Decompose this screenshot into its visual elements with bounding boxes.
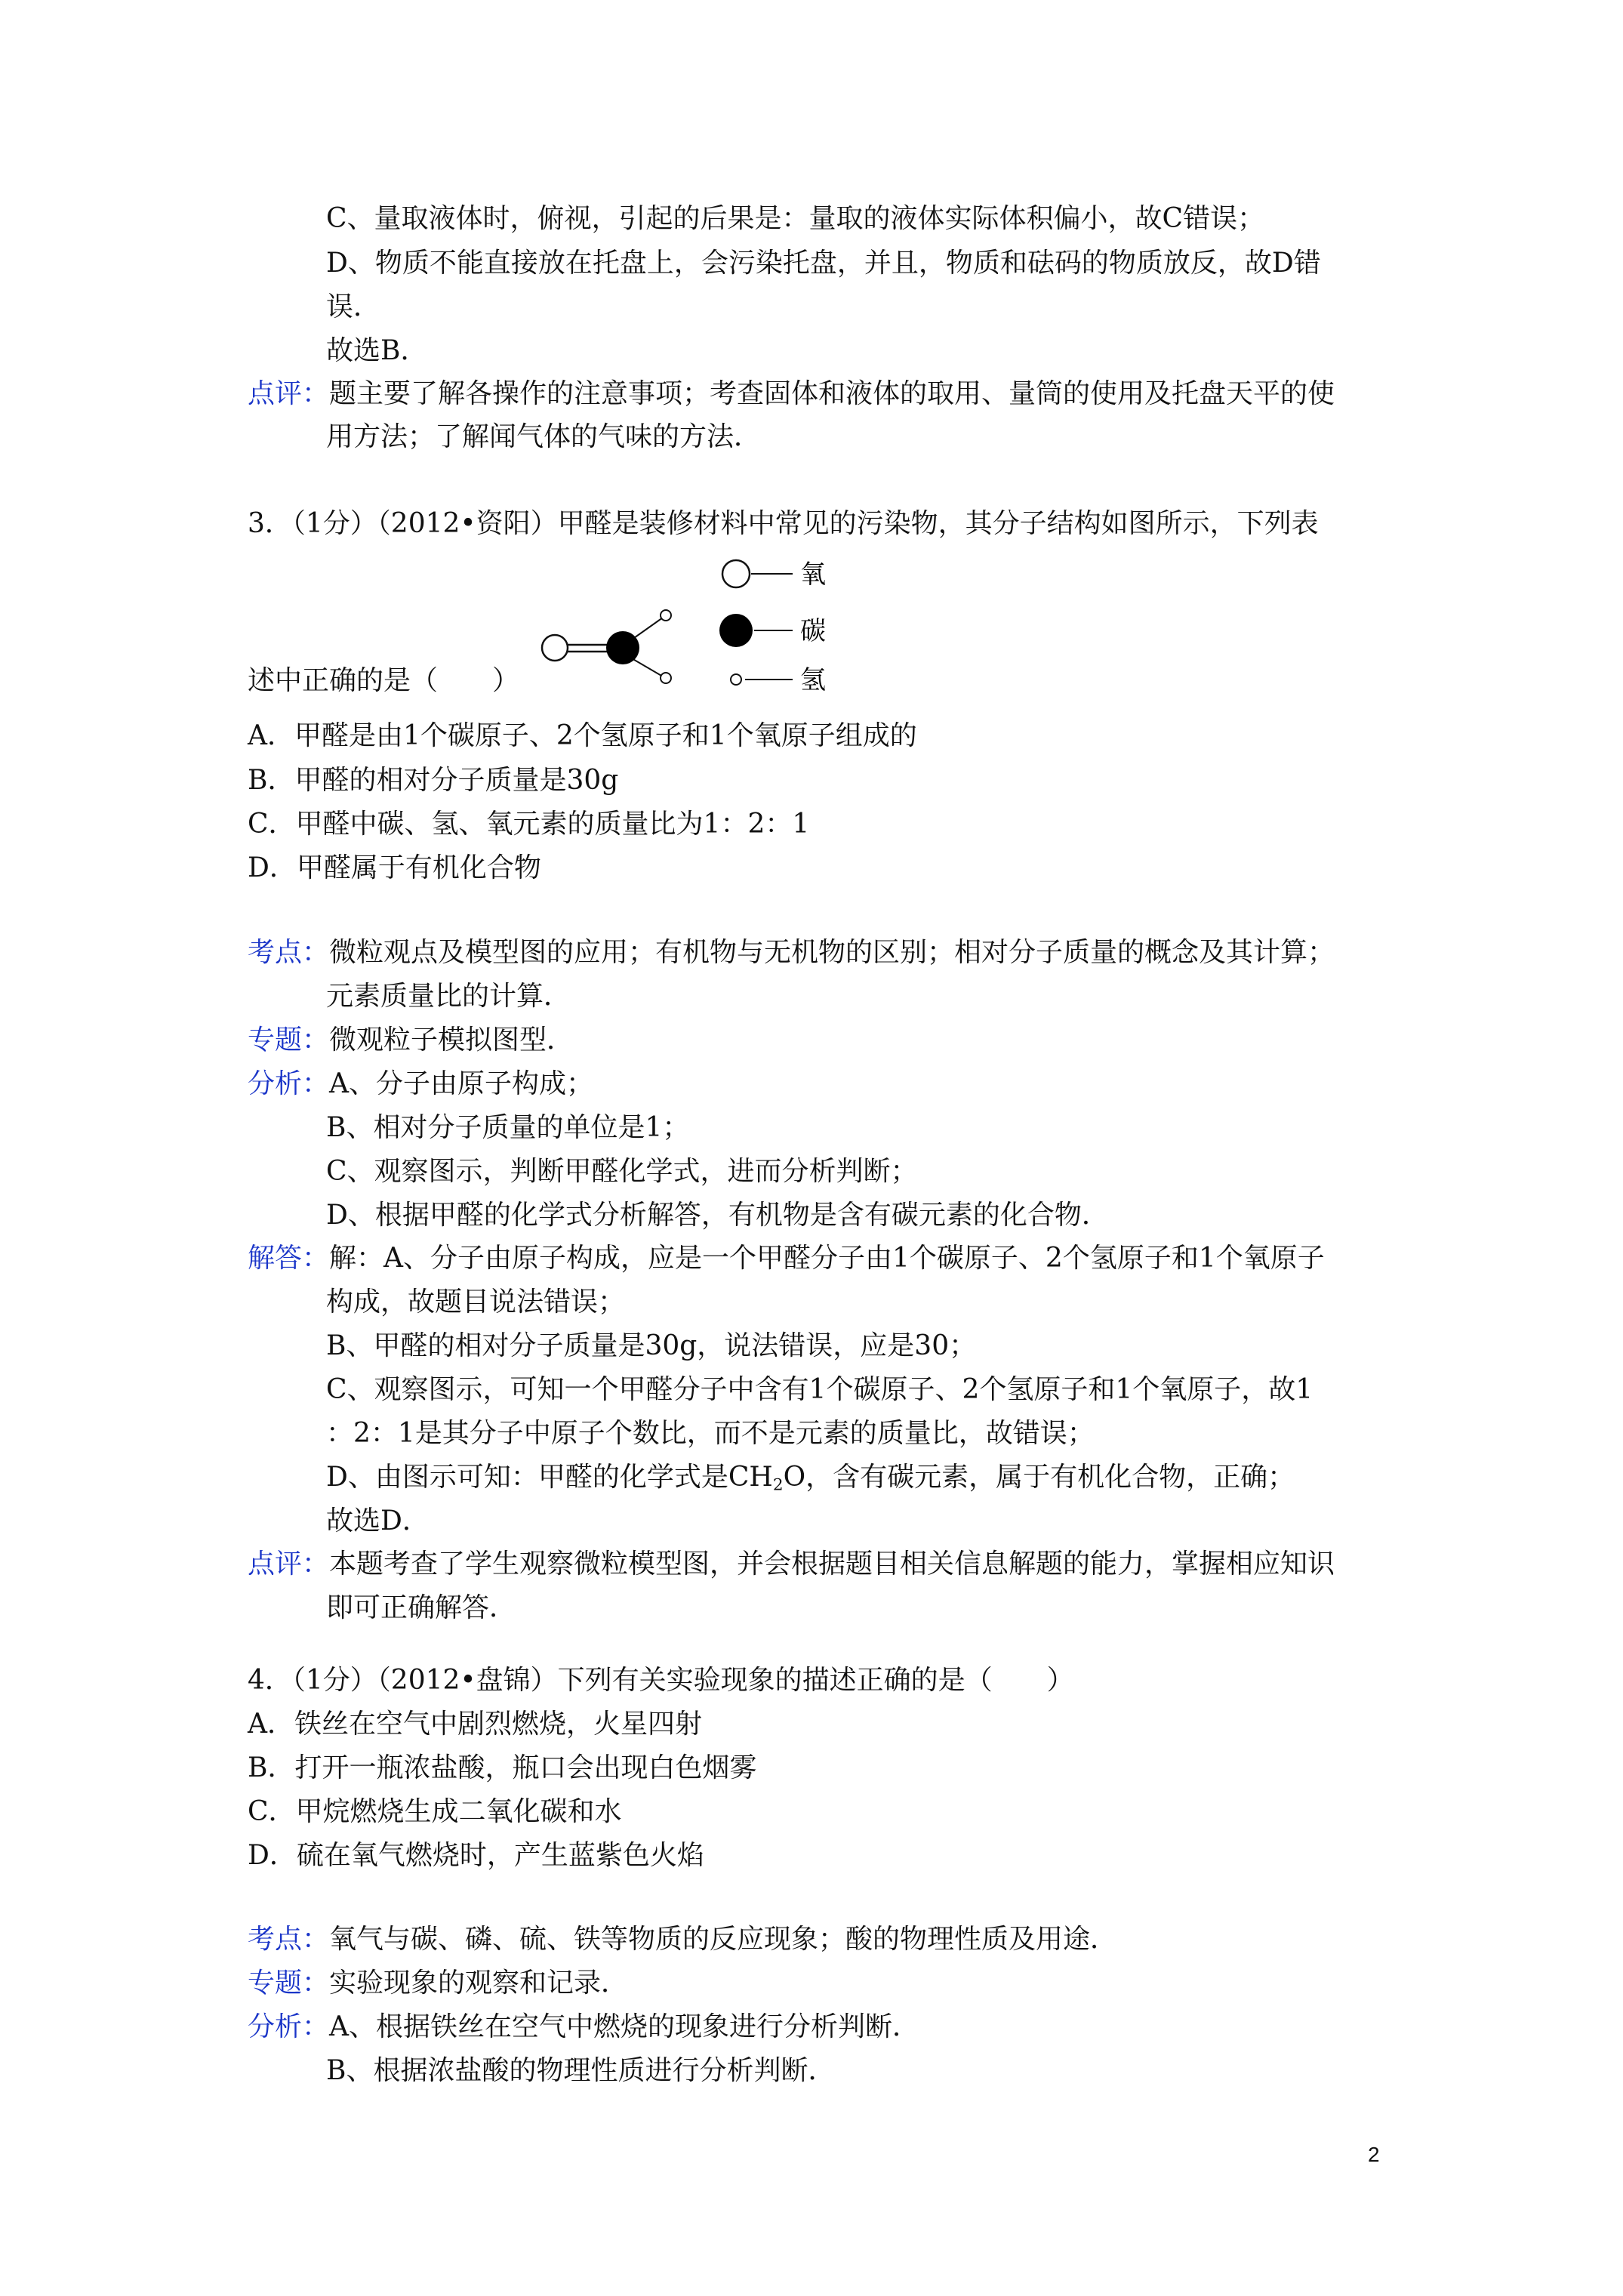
q4-stem: 4．（1分）（2012•盘锦）下列有关实验现象的描述正确的是（ ） — [248, 1665, 1074, 1696]
legend-hydrogen-label: 氢 — [800, 665, 826, 695]
q3-jieda-line6-b: O，含有碳元素，属于有机化合物，正确； — [783, 1462, 1295, 1493]
molecule-model — [542, 610, 671, 683]
prev-option-d-explanation: D、物质不能直接放在托盘上，会污染托盘，并且，物质和砝码的物质放反，故D错 — [326, 248, 1321, 279]
q3-stem: 3．（1分）（2012•资阳）甲醛是装修材料中常见的污染物，其分子结构如图所示，下列表 — [248, 508, 1319, 539]
q4-option-a: A．铁丝在空气中剧烈燃烧，火星四射 — [248, 1709, 702, 1740]
legend-hydrogen-icon — [731, 674, 741, 685]
q3-jieda-line5: ：2：1是其分子中原子个数比，而不是元素的质量比，故错误； — [326, 1418, 1095, 1449]
prev-comment-label: 点评： — [248, 378, 330, 409]
q3-stem-cont: 述中正确的是（ ） — [248, 665, 520, 696]
prev-comment-cont: 用方法；了解闻气体的气味的方法． — [326, 421, 762, 452]
q3-kaodian-cont: 元素质量比的计算． — [326, 981, 571, 1012]
q4-option-d: D．硫在氧气燃烧时，产生蓝紫色火焰 — [248, 1840, 704, 1871]
q3-zhuanti-text: 微观粒子模拟图型． — [329, 1025, 574, 1056]
q3-jieda-text: 解：A、分子由原子构成，应是一个甲醛分子由1个碳原子、2个氢原子和1个氧原子 — [329, 1243, 1325, 1274]
prev-comment-text: 题主要了解各操作的注意事项；考查固体和液体的取用、量筒的使用及托盘天平的使 — [329, 378, 1335, 409]
q4-zhuanti-label: 专题： — [248, 1968, 330, 1999]
oxygen-atom — [542, 635, 568, 661]
q3-kaodian — [248, 935, 1335, 971]
q3-kaodian-text: 微粒观点及模型图的应用；有机物与无机物的区别；相对分子质量的概念及其计算； — [329, 937, 1335, 968]
page-number: 2 — [1368, 2143, 1380, 2166]
q3-kaodian-label: 考点： — [248, 937, 330, 968]
carbon-atom — [606, 631, 639, 664]
q4-kaodian — [248, 1922, 1117, 1958]
legend-oxygen-icon — [722, 560, 750, 587]
q4-option-c: C．甲烷燃烧生成二氧化碳和水 — [248, 1796, 622, 1827]
q4-kaodian-label: 考点： — [248, 1924, 330, 1955]
hydrogen-atom-top — [661, 610, 671, 621]
q4-kaodian-text: 氧气与碳、磷、硫、铁等物质的反应现象；酸的物理性质及用途． — [329, 1924, 1118, 1955]
q4-zhuanti-text: 实验现象的观察和记录． — [329, 1968, 629, 1999]
formaldehyde-molecule-diagram — [528, 551, 876, 702]
q4-option-b: B．打开一瓶浓盐酸，瓶口会出现白色烟雾 — [248, 1752, 757, 1783]
q3-formula-subscript: 2 — [772, 1475, 784, 1495]
hydrogen-atom-bottom — [661, 673, 671, 683]
q3-jieda-line4: C、观察图示，可知一个甲醛分子中含有1个碳原子、2个氢原子和1个氧原子，故1 — [326, 1374, 1313, 1405]
q3-jieda-line2: 构成，故题目说法错误； — [326, 1287, 626, 1318]
q3-dianping — [248, 1546, 1335, 1583]
legend-carbon-icon — [719, 614, 753, 647]
q3-fenxi — [248, 1066, 593, 1102]
prev-option-c-explanation: C、量取液体时，俯视，引起的后果是：量取的液体实际体积偏小，故C错误； — [326, 203, 1265, 234]
q3-zhuanti — [248, 1022, 574, 1059]
q3-option-b: B．甲醛的相对分子质量是30g — [248, 765, 619, 796]
q3-option-c: C．甲醛中碳、氢、氧元素的质量比为1：2：1 — [248, 809, 810, 840]
q3-jieda-answer: 故选D． — [326, 1505, 430, 1536]
q3-jieda-line3: B、甲醛的相对分子质量是30g，说法错误，应是30； — [326, 1330, 977, 1361]
q3-jieda-line6 — [326, 1459, 1295, 1503]
legend-carbon-label: 碳 — [800, 616, 826, 646]
q4-zhuanti — [248, 1965, 628, 2002]
prev-option-d-explanation-cont: 误． — [326, 291, 381, 322]
q3-zhuanti-label: 专题： — [248, 1025, 330, 1056]
q3-fenxi-c: C、观察图示，判断甲醛化学式，进而分析判断； — [326, 1156, 918, 1187]
q3-fenxi-b: B、相对分子质量的单位是1； — [326, 1112, 690, 1143]
q3-dianping-cont: 即可正确解答． — [326, 1592, 517, 1623]
q3-fenxi-a: A、分子由原子构成； — [329, 1068, 594, 1099]
q4-fenxi-label: 分析： — [248, 2011, 330, 2042]
q3-dianping-text: 本题考查了学生观察微粒模型图，并会根据题目相关信息解题的能力，掌握相应知识 — [329, 1549, 1335, 1579]
q3-option-a: A．甲醛是由1个碳原子、2个氢原子和1个氧原子组成的 — [248, 720, 917, 751]
prev-answer: 故选B． — [326, 335, 428, 366]
q3-fenxi-d: D、根据甲醛的化学式分析解答，有机物是含有碳元素的化合物． — [326, 1200, 1109, 1231]
q3-jieda — [248, 1240, 1325, 1277]
q3-dianping-label: 点评： — [248, 1549, 330, 1579]
q4-fenxi — [248, 2009, 919, 2045]
q3-option-d: D．甲醛属于有机化合物 — [248, 852, 541, 883]
q4-fenxi-a: A、根据铁丝在空气中燃烧的现象进行分析判断． — [329, 2011, 920, 2042]
q3-fenxi-label: 分析： — [248, 1068, 330, 1099]
prev-comment — [248, 376, 1335, 412]
legend-oxygen-label: 氧 — [800, 559, 826, 590]
q3-jieda-line6-a: D、由图示可知：甲醛的化学式是CH — [326, 1462, 773, 1493]
q4-fenxi-b: B、根据浓盐酸的物理性质进行分析判断． — [326, 2055, 836, 2086]
molecule-legend — [719, 559, 826, 695]
q3-jieda-label: 解答： — [248, 1243, 330, 1274]
